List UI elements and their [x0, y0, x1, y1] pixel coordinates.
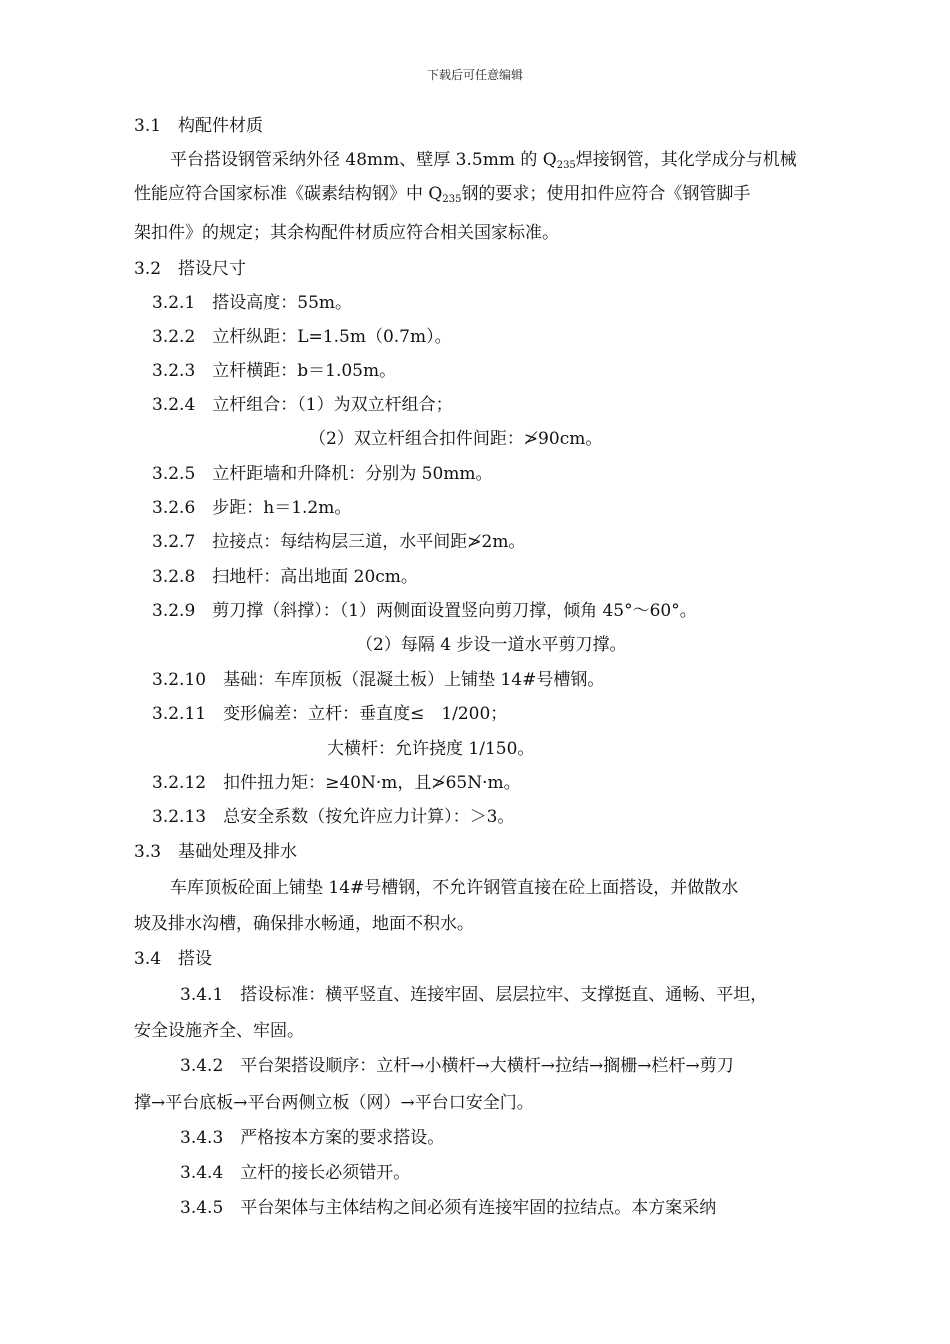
item-3-2-8: 3.2.8 扫地杆：高出地面 20cm。: [152, 567, 418, 587]
item-3-2-2: 3.2.2 立杆纵距：L=1.5m（0.7m）。: [152, 327, 452, 347]
item-3-2-1: 3.2.1 搭设高度：55m。: [152, 293, 353, 313]
paragraph-line: 架扣件》的规定；其余构配件材质应符合相关国家标准。: [134, 223, 559, 243]
item-3-2-9: 3.2.9 剪刀撑（斜撑）：（1）两侧面设置竖向剪刀撑，倾角 45°～60°。: [152, 601, 697, 621]
item-3-4-4: 3.4.4 立杆的接长必须错开。: [180, 1163, 411, 1183]
item-3-2-5: 3.2.5 立杆距墙和升降机：分别为 50mm。: [152, 464, 493, 484]
paragraph-line: 性能应符合国家标准《碳素结构钢》中 $Q_{235}$钢的要求；使用扣件应符合《钢管脚手: [134, 184, 751, 205]
item-3-4-3: 3.4.3 严格按本方案的要求搭设。: [180, 1128, 445, 1148]
item-3-4-2: 3.4.2 平台架搭设顺序：立杆→小横杆→大横杆→拉结→搁栅→栏杆→剪刀: [180, 1056, 734, 1076]
item-3-4-1-continued: 安全设施齐全、牢固。: [134, 1021, 304, 1041]
item-3-4-5: 3.4.5 平台架体与主体结构之间必须有连接牢固的拉结点。本方案采纳: [180, 1198, 717, 1218]
item-3-2-13: 3.2.13 总安全系数（按允许应力计算）：＞3。: [152, 807, 515, 827]
item-3-2-9-continued: （2）每隔 4 步设一道水平剪刀撑。: [356, 635, 627, 655]
item-3-2-4-continued: （2）双立杆组合扣件间距：≯90cm。: [309, 429, 603, 449]
item-3-4-2-continued: 撑→平台底板→平台两侧立板（网）→平台口安全门。: [134, 1093, 534, 1113]
paragraph-line: 坡及排水沟槽，确保排水畅通，地面不积水。: [134, 914, 474, 934]
section-3-4-heading: 3.4 搭设: [134, 949, 213, 969]
page-header: 下载后可任意编辑: [426, 68, 523, 82]
paragraph-line: 车库顶板砼面上铺垫 14#号槽钢，不允许钢管直接在砼上面搭设，并做散水: [170, 878, 739, 898]
item-3-2-12: 3.2.12 扣件扭力矩：≥40N·m，且≯65N·m。: [152, 773, 521, 793]
item-3-2-11: 3.2.11 变形偏差：立杆：垂直度≤ 1/200；: [152, 704, 508, 724]
item-3-4-1: 3.4.1 搭设标准：横平竖直、连接牢固、层层拉牢、支撑挺直、通畅、平坦，: [180, 985, 768, 1005]
item-3-2-11-continued: 大横杆：允许挠度 1/150。: [327, 739, 535, 759]
item-3-2-6: 3.2.6 步距：h＝1.2m。: [152, 498, 352, 518]
section-3-1-heading: 3.1 构配件材质: [134, 116, 264, 136]
item-3-2-10: 3.2.10 基础：车库顶板（混凝土板）上铺垫 14#号槽钢。: [152, 670, 605, 690]
section-3-3-heading: 3.3 基础处理及排水: [134, 842, 298, 862]
item-3-2-4: 3.2.4 立杆组合：（1）为双立杆组合；: [152, 395, 453, 415]
item-3-2-7: 3.2.7 拉接点：每结构层三道，水平间距≯2m。: [152, 532, 526, 552]
section-3-2-heading: 3.2 搭设尺寸: [134, 259, 247, 279]
item-3-2-3: 3.2.3 立杆横距：b＝1.05m。: [152, 361, 397, 381]
paragraph-line: 平台搭设钢管采纳外径 48mm、壁厚 3.5mm 的 $Q_{235}$焊接钢管，其化学成分与机械: [170, 150, 797, 171]
